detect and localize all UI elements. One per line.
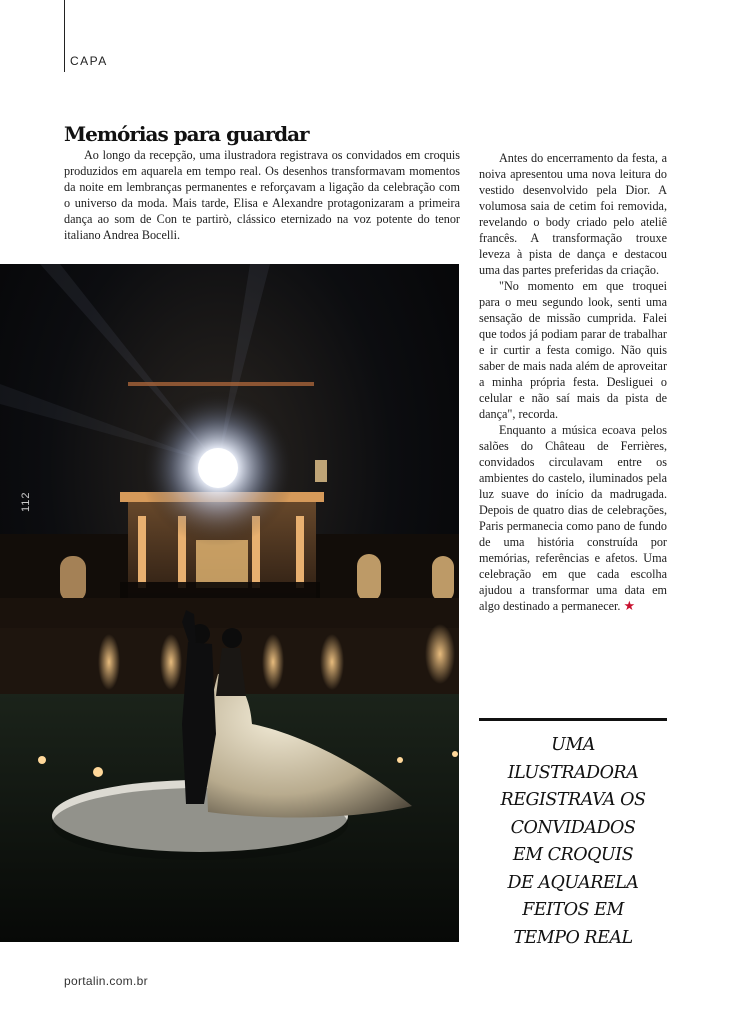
article-column-right	[479, 150, 667, 614]
pull-quote-line: FEITOS EM	[522, 900, 624, 920]
pull-quote-line: UMA	[551, 735, 595, 755]
article-paragraph-text: Enquanto a música ecoava pelos salões do Château de Ferrières, convidados circulavam entre os ambientes do castelo, iluminados pela luz suave do início da madrugada. Depois de quatro dias de celebrações, Paris permanecia como pano de fundo de uma história construída por memórias, referências e afetos. Uma celebração em que cada escolha ajudou a transformar uma data em algo destinado a permanecer.	[479, 423, 667, 613]
pull-quote-line: EM CROQUIS	[512, 845, 634, 865]
pull-quote	[479, 732, 667, 952]
page-number: 112	[20, 491, 32, 512]
end-mark-star-icon: ★	[623, 598, 636, 613]
pull-quote-line: TEMPO REAL	[513, 927, 633, 948]
pull-quote-line: REGISTRAVA OS	[500, 790, 646, 810]
article-paragraph: "No momento em que troquei para o meu segundo look, senti uma sensação de missão cumprida. Falei que todos já podiam parar de trabalhar e ir curtir a festa comigo. Não quis saber de mais nada além de aproveitar a minha própria festa. Desliguei o celular e não saí mais da pista de dança", recorda.	[479, 279, 667, 421]
pull-quote-rule	[479, 718, 667, 721]
article-paragraph: Antes do encerramento da festa, a noiva apresentou uma nova leitura do vestido desenvolvido pela Dior. A volumosa saia de cetim foi removida, revelando o body criado pelo ateliê francês. A transformação trouxe leveza à pista de dança e destacou uma das partes preferidas da criação.	[479, 151, 667, 277]
article-column-left	[64, 147, 460, 243]
article-paragraph	[479, 422, 667, 614]
pull-quote-line: ILUSTRADORA	[507, 762, 639, 783]
photo-illustration	[0, 264, 459, 942]
section-label: CAPA	[70, 54, 108, 68]
pull-quote-line: CONVIDADOS	[510, 817, 636, 838]
pull-quote-line: DE AQUARELA	[507, 872, 639, 893]
wedding-night-photo	[0, 264, 459, 942]
header-divider	[64, 0, 65, 72]
article-heading: Memórias para guardar	[64, 122, 309, 146]
footer-url: portalin.com.br	[64, 974, 148, 988]
article-paragraph: Ao longo da recepção, uma ilustradora registrava os convidados em croquis produzidos em aquarela em tempo real. Os desenhos transformavam momentos da noite em lembranças permanentes e reforçavam a ligação da celebração com o universo da moda. Mais tarde, Elisa e Alexandre protagonizaram a primeira dança ao som de Con te partirò, clássico eternizado na voz potente do tenor italiano Andrea Bocelli.	[64, 148, 460, 242]
